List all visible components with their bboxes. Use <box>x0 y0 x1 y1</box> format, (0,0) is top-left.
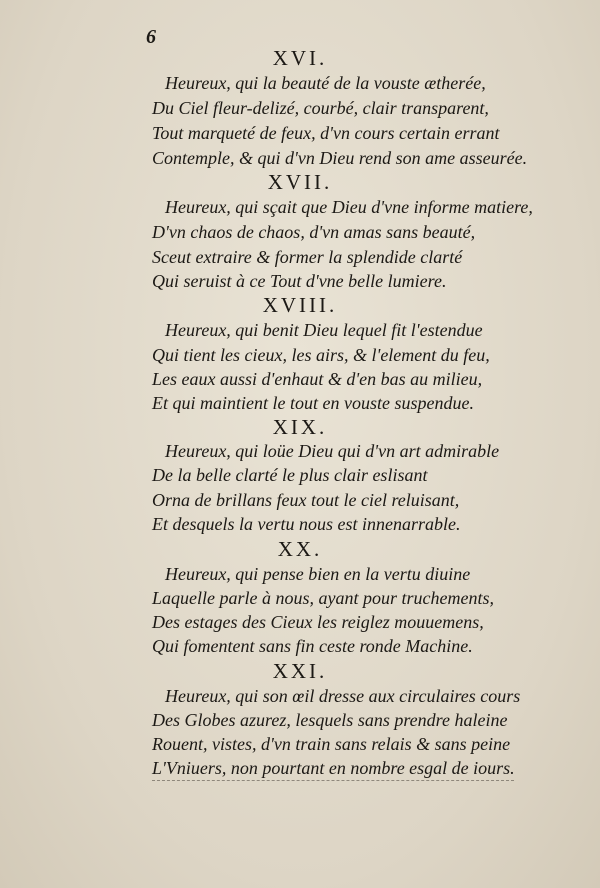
verse-line: Laquelle parle à nous, ayant pour truchements, <box>152 588 494 608</box>
verse-line: Heureux, qui sçait que Dieu d'vne informe matiere, <box>165 197 533 217</box>
bottom-rule <box>152 780 514 781</box>
page-number: 6 <box>146 26 156 48</box>
stanza-heading: XVII. <box>267 170 333 194</box>
stanza-heading: XVIII. <box>262 293 338 317</box>
stanza-heading: XXI. <box>272 659 328 683</box>
verse-line: Rouent, vistes, d'vn train sans relais & sans peine <box>152 734 511 754</box>
stanza-heading: XX. <box>277 537 323 561</box>
verse-line: Des Globes azurez, lesquels sans prendre haleine <box>152 710 508 730</box>
verse-line: Orna de brillans feux tout le ciel reluisant, <box>152 490 460 510</box>
verse-line: Des estages des Cieux les reiglez mouuemens, <box>152 612 484 632</box>
verse-line: Heureux, qui pense bien en la vertu diuine <box>165 564 471 584</box>
stanza-heading: XVI. <box>272 46 328 70</box>
verse-line: Les eaux aussi d'enhaut & d'en bas au milieu, <box>152 369 483 389</box>
verse-line: Du Ciel fleur-delizé, courbé, clair transparent, <box>152 98 489 118</box>
verse-line: Heureux, qui son œil dresse aux circulaires cours <box>165 686 521 706</box>
verse-line: Et qui maintient le tout en vouste suspendue. <box>152 393 474 413</box>
verse-line: Et desquels la vertu nous est innenarrable. <box>152 514 461 534</box>
verse-line: Qui seruist à ce Tout d'vne belle lumiere. <box>152 271 447 291</box>
verse-line: Tout marqueté de feux, d'vn cours certain errant <box>152 123 500 143</box>
verse-line: Heureux, qui loüe Dieu qui d'vn art admirable <box>165 441 500 461</box>
verse-line: D'vn chaos de chaos, d'vn amas sans beauté, <box>152 222 476 242</box>
verse-line: Heureux, qui benit Dieu lequel fit l'estendue <box>165 320 483 340</box>
verse-line: Contemple, & qui d'vn Dieu rend son ame asseurée. <box>152 148 528 168</box>
verse-line: De la belle clarté le plus clair eslisant <box>152 465 428 485</box>
verse-line: Sceut extraire & former la splendide clarté <box>152 247 463 267</box>
verse-line: Qui tient les cieux, les airs, & l'element du feu, <box>152 345 490 365</box>
verse-line: L'Vniuers, non pourtant en nombre esgal de iours. <box>152 758 515 778</box>
stanza-heading: XIX. <box>272 415 328 439</box>
verse-line: Qui fomentent sans fin ceste ronde Machine. <box>152 636 473 656</box>
verse-line: Heureux, qui la beauté de la vouste ætherée, <box>165 73 486 93</box>
